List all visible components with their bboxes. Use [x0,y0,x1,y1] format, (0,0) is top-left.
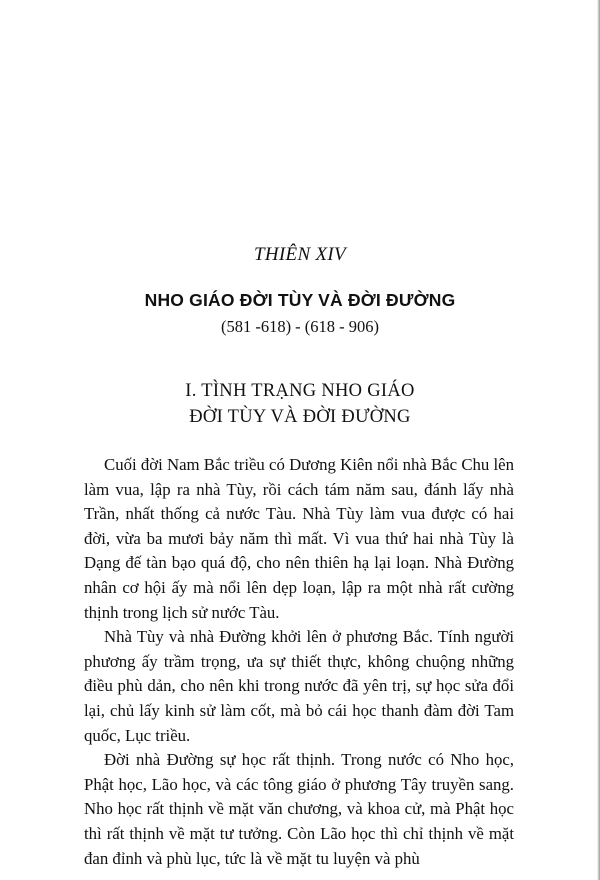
paragraph: Đời nhà Đường sự học rất thịnh. Trong nước có Nho học, Phật học, Lão học, và các tông giáo ở phương Tây truyền sang. Nho học rất thịnh về mặt văn chương, và khoa cử, mà Phật học thì rất thịnh về mặt tư tưởng. Còn Lão học thì chỉ thịnh về mặt đan đỉnh và phù lục, tức là về mặt tu luyện và phù [84,750,514,868]
section-dates: (581 -618) - (618 - 906) [220,317,380,336]
chapter-title: THIÊN XIV [254,244,346,265]
paragraph: Cuối đời Nam Bắc triều có Dương Kiên nổi nhà Bắc Chu lên làm vua, lập ra nhà Tùy, rồi cách tám năm sau, đánh lấy nhà Trần, nhất thống cả nước Tàu. Nhà Tùy làm vua được có hai đời, vừa ba mươi bảy năm thì mất. Vì vua thứ hai nhà Tùy là Dạng đế tàn bạo quá độ, cho nên thiên hạ lại loạn. Nhà Đường nhân cơ hội ấy mà nổi lên dẹp loạn, lập ra một nhà rất cường thịnh trong lịch sử nước Tàu. [84,455,514,622]
body-text [84,453,514,871]
subheading-line-2: ĐỜI TÙY VÀ ĐỜI ĐƯỜNG [189,407,411,427]
section-title: NHO GIÁO ĐỜI TÙY VÀ ĐỜI ĐƯỜNG [144,290,456,310]
subheading-line-1: I. TÌNH TRẠNG NHO GIÁO [185,381,415,401]
paragraph: Nhà Tùy và nhà Đường khởi lên ở phương Bắc. Tính người phương ấy trầm trọng, ưa sự thiết thực, không chuộng những điều phù dản, cho nên khi trong nước đã yên trị, sự học sửa đổi lại, chủ lấy kinh sử làm cốt, mà bỏ cái học thanh đàm đời Tam quốc, Lục triều. [84,627,514,745]
